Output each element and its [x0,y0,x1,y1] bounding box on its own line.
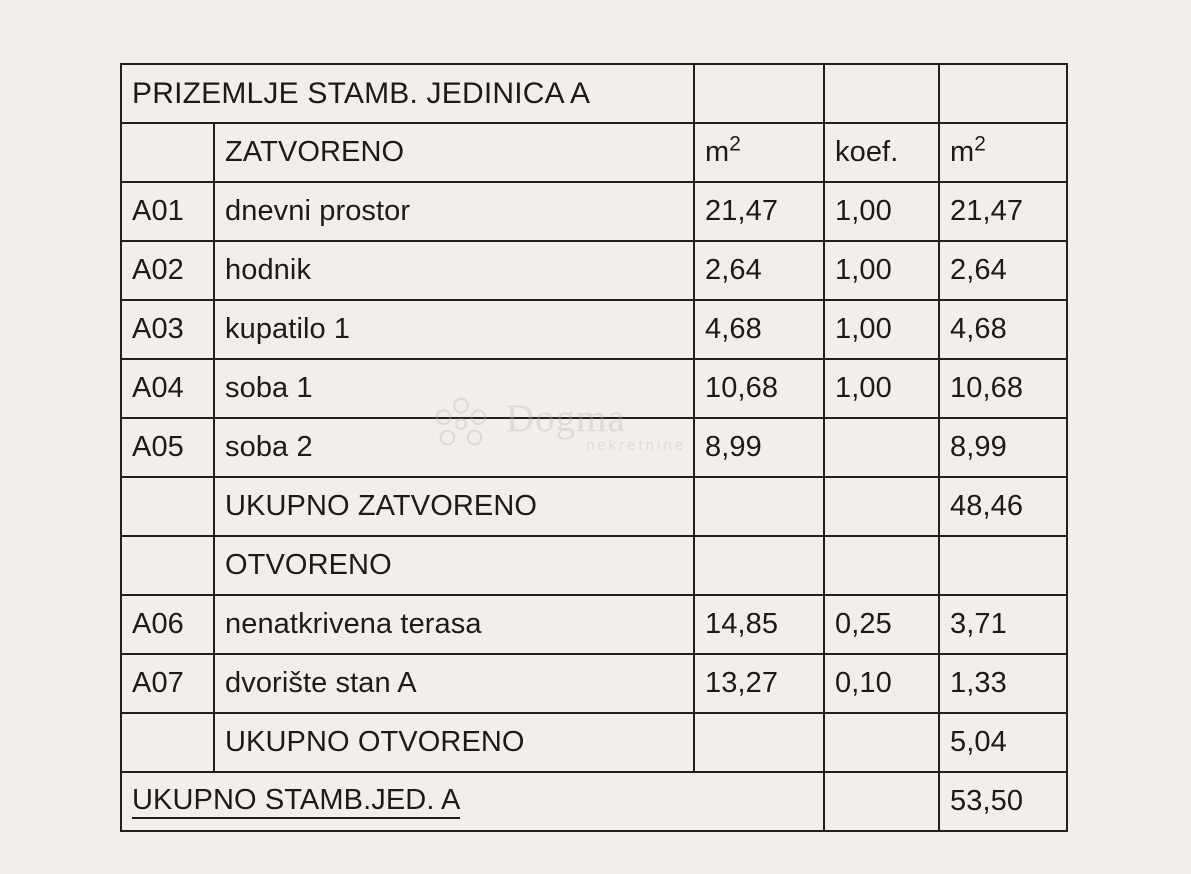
subtotal-koef-cell [824,477,939,536]
grand-total-label-cell [121,772,824,831]
row-koef: 0,25 [824,595,939,654]
area-schedule-table [120,63,1068,832]
row-gross: 10,68 [694,359,824,418]
subtotal-otvoreno-gross-cell [694,713,824,772]
column-header-net: $m^2$ [939,123,1067,182]
section-label-otvoreno: OTVORENO [214,536,694,595]
row-gross: 2,64 [694,241,824,300]
row-code: A02 [121,241,214,300]
row-net: 3,71 [939,595,1067,654]
table-row [121,241,1067,300]
subtotal-gross-cell [694,477,824,536]
table-row-header-otvoreno [121,536,1067,595]
header-code-cell [121,123,214,182]
row-koef: 1,00 [824,300,939,359]
row-name: hodnik [214,241,694,300]
row-code: A05 [121,418,214,477]
subtotal-label-otvoreno: UKUPNO OTVORENO [214,713,694,772]
row-gross: 8,99 [694,418,824,477]
section-label-zatvoreno: ZATVORENO [214,123,694,182]
row-gross: 14,85 [694,595,824,654]
row-koef: 1,00 [824,182,939,241]
column-header-gross: $m^2$ [694,123,824,182]
title-row-net-cell [939,64,1067,123]
table-row [121,418,1067,477]
row-koef: 0,10 [824,654,939,713]
table-row [121,359,1067,418]
subtotal-code-cell [121,477,214,536]
row-net: 10,68 [939,359,1067,418]
table-row-subtotal-zatvoreno [121,477,1067,536]
section-otvoreno-koef-cell [824,536,939,595]
watermark-brand: Dogma [506,397,626,440]
area-schedule-table-container [120,63,1066,817]
row-net: 21,47 [939,182,1067,241]
row-gross: 21,47 [694,182,824,241]
subtotal-label-zatvoreno: UKUPNO ZATVORENO [214,477,694,536]
subtotal-value-otvoreno: 5,04 [939,713,1067,772]
section-otvoreno-net-cell [939,536,1067,595]
table-row-header-zatvoreno [121,123,1067,182]
row-koef: 1,00 [824,241,939,300]
document-title: PRIZEMLJE STAMB. JEDINICA A [121,64,694,123]
subtotal-otvoreno-code-cell [121,713,214,772]
watermark-subtitle: nekretnine [586,437,687,454]
row-name: soba 1 [214,359,694,418]
grand-total-label: UKUPNO STAMB.JED. A [132,785,460,818]
row-net: 2,64 [939,241,1067,300]
row-net: 1,33 [939,654,1067,713]
section-otvoreno-gross-cell [694,536,824,595]
row-net: 8,99 [939,418,1067,477]
row-name: dvorište stan A [214,654,694,713]
grand-total-value: 53,50 [939,772,1067,831]
grand-total-koef-cell [824,772,939,831]
table-row-subtotal-otvoreno [121,713,1067,772]
subtotal-otvoreno-koef-cell [824,713,939,772]
row-koef: 1,00 [824,359,939,418]
row-name: soba 2 [214,418,694,477]
title-row-gross-cell [694,64,824,123]
column-header-coefficient: koef. [824,123,939,182]
table-row [121,595,1067,654]
row-code: A01 [121,182,214,241]
row-net: 4,68 [939,300,1067,359]
table-row [121,182,1067,241]
row-koef [824,418,939,477]
title-row-koef-cell [824,64,939,123]
section-otvoreno-code-cell [121,536,214,595]
table-row-title [121,64,1067,123]
row-name: dnevni prostor [214,182,694,241]
row-code: A03 [121,300,214,359]
row-code: A04 [121,359,214,418]
row-gross: 4,68 [694,300,824,359]
row-name: kupatilo 1 [214,300,694,359]
row-code: A07 [121,654,214,713]
row-gross: 13,27 [694,654,824,713]
table-row [121,654,1067,713]
row-name: nenatkrivena terasa [214,595,694,654]
row-code: A06 [121,595,214,654]
table-row [121,300,1067,359]
table-row-grand-total [121,772,1067,831]
subtotal-value-zatvoreno: 48,46 [939,477,1067,536]
